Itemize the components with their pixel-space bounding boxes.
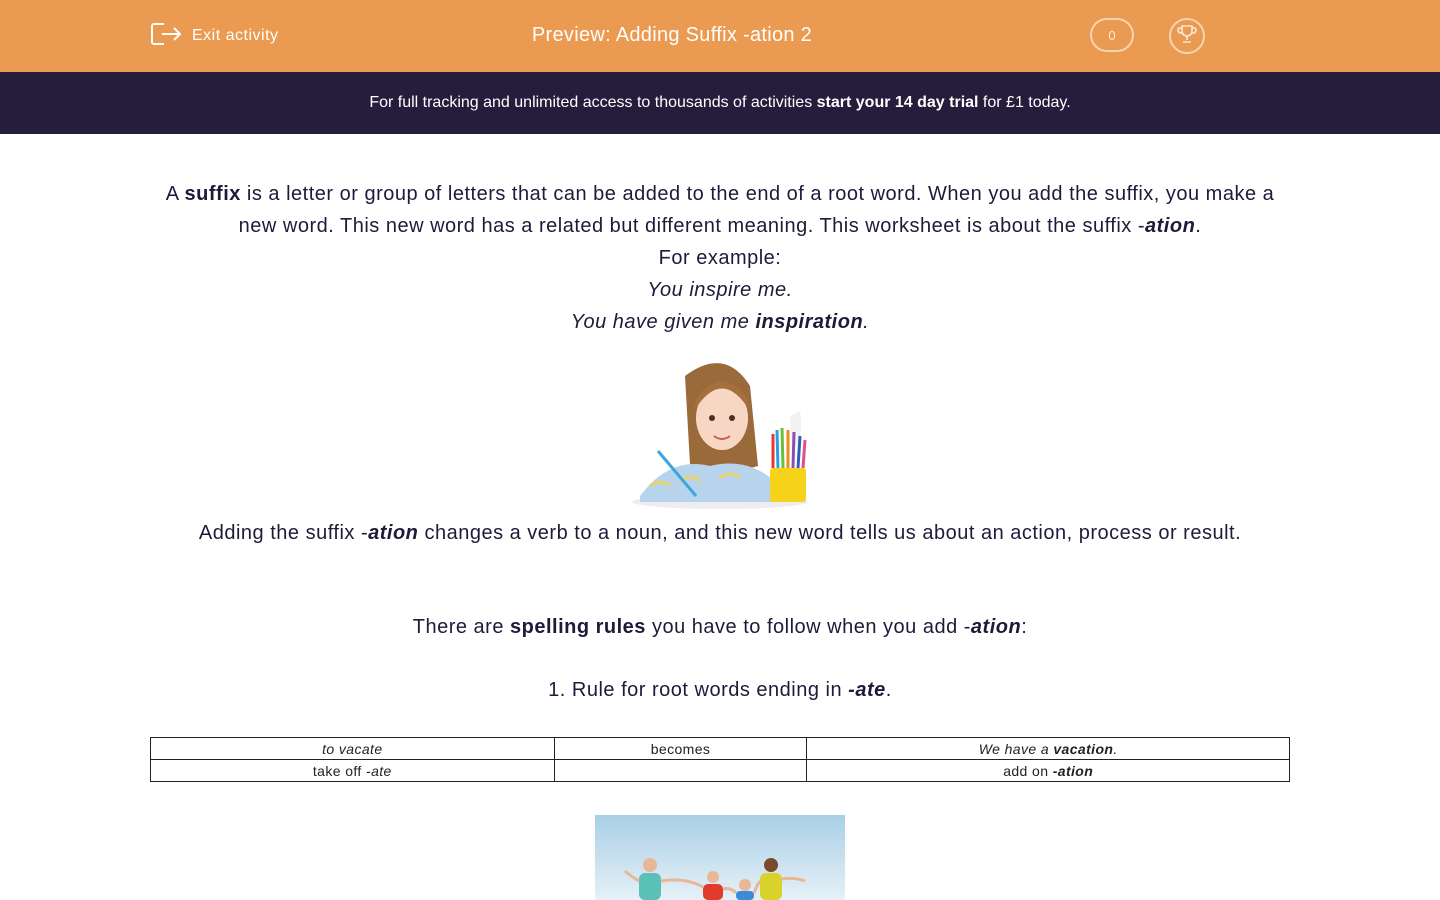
bold-term: spelling rules — [510, 616, 646, 638]
bold-italic-term: -ate — [848, 679, 886, 701]
exit-activity-label: Exit activity — [192, 27, 279, 44]
girl-drawing-image — [630, 356, 810, 516]
page-title — [0, 24, 1440, 47]
text: . — [885, 679, 892, 701]
table-cell: becomes — [554, 738, 807, 760]
bold-italic-term: ation — [970, 616, 1022, 638]
bold-italic-term: ation — [368, 522, 419, 544]
text: changes a verb to a noun, and this new word tells us about an action, process or result. — [418, 522, 1242, 544]
top-bar — [0, 0, 1440, 72]
trial-banner-text: For full tracking and unlimited access to thousands of activities — [369, 94, 817, 111]
trophy-button[interactable] — [1169, 18, 1205, 54]
table-cell — [807, 760, 1290, 782]
spelling-rules-intro — [150, 611, 1290, 643]
text: take off — [312, 762, 367, 779]
rule-1-heading — [150, 674, 1290, 706]
table-row — [151, 738, 1290, 760]
italic-term: -ate — [366, 762, 392, 779]
family-beach-image — [595, 815, 845, 900]
table-row — [151, 760, 1290, 782]
text: . — [1113, 740, 1118, 757]
example-sentence-1 — [150, 274, 1290, 306]
table-cell — [151, 760, 555, 782]
page-title-text: Preview: Adding Suffix -ation 2 — [531, 24, 813, 46]
text: A — [165, 183, 185, 205]
table-cell — [151, 738, 555, 760]
bold-italic-term: ation — [1145, 215, 1196, 237]
bold-term: inspiration — [755, 311, 864, 333]
trial-link[interactable]: start your 14 day trial — [816, 94, 979, 111]
text: : — [1021, 616, 1028, 638]
bold-italic-term: -ation — [1052, 762, 1094, 779]
example-sentence-2 — [150, 306, 1290, 338]
bold-term: vacation — [1053, 740, 1114, 757]
intro-paragraph — [150, 178, 1290, 242]
text: is a letter or group of letters that can be added to the end of a root word. When you add the suffix, you make a new word. This new word has a related but different meaning. This worksheet is about the suffix - — [238, 183, 1275, 237]
text: add on — [1003, 762, 1053, 779]
intro-section — [150, 178, 1290, 338]
table-cell — [554, 760, 807, 782]
rule-table — [150, 737, 1290, 782]
text: to vacate — [322, 740, 383, 757]
text: . — [1195, 215, 1202, 237]
suffix-explanation — [150, 517, 1290, 549]
text: 1. Rule for root words ending in — [548, 679, 849, 701]
trial-banner — [0, 72, 1440, 134]
text: You inspire me. — [647, 279, 793, 301]
score-badge: 0 — [1090, 18, 1134, 52]
bold-term: suffix — [184, 183, 241, 205]
trial-banner-text-end: for £1 today. — [978, 94, 1071, 111]
text: You have given me — [570, 311, 756, 333]
example-label: For example: — [658, 247, 782, 269]
text: . — [863, 311, 870, 333]
table-cell — [807, 738, 1290, 760]
text: Adding the suffix - — [198, 522, 369, 544]
text: you have to follow when you add - — [645, 616, 971, 638]
text: There are — [412, 616, 510, 638]
trophy-icon — [1176, 23, 1198, 50]
text: We have a — [978, 740, 1054, 757]
